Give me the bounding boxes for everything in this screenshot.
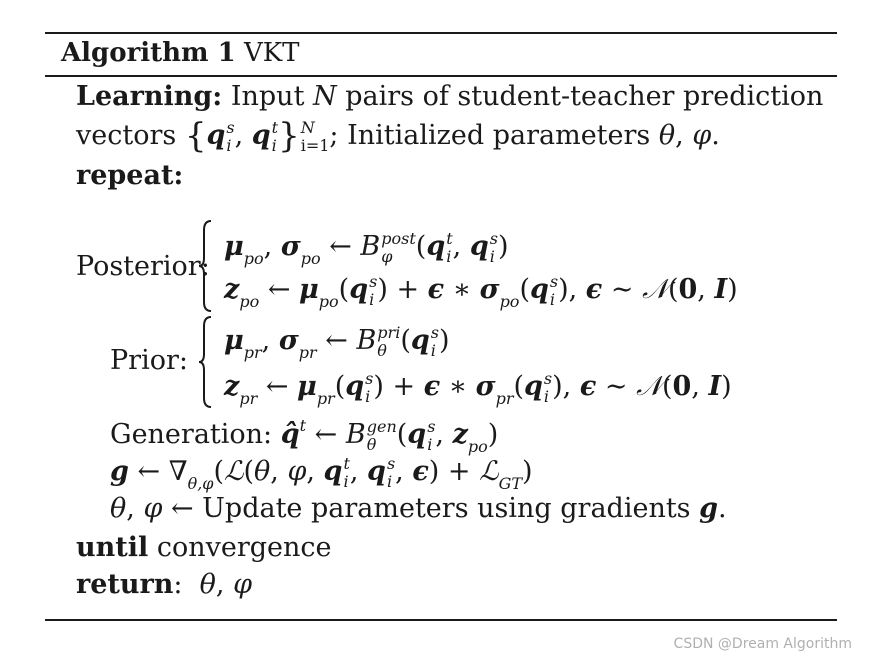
header-rule	[45, 75, 837, 77]
posterior-brace	[198, 220, 212, 312]
algorithm-name: VKT	[243, 38, 300, 68]
algorithm-label: Algorithm 1	[61, 38, 236, 68]
update-line: θ, φ ← Update parameters using gradients g.	[110, 493, 727, 524]
watermark: CSDN @Dream Algorithm	[673, 636, 852, 652]
algorithm-header	[61, 35, 300, 71]
generation-line: Generation: q̂$^t$ ← B gen θ (q s i , $z_{po}$)	[110, 416, 499, 457]
gradient-line: g ← $\nabla_{\theta,\varphi}(ℒ(\theta$, φ, q t i , q s i , ϵ) + ℒ$_{GT}$)	[110, 453, 533, 494]
until-line: until convergence	[76, 532, 332, 563]
repeat-line: repeat:	[76, 160, 184, 191]
posterior-eq-2: $z_{po}$ ← $\mu_{po}(q$ s i ) + ϵ ∗ $\sigma_{po}(q$ s i ), ϵ ∼ 𝒩(0, I)	[224, 271, 738, 312]
return-line: return: θ, φ	[76, 569, 252, 600]
top-rule	[45, 32, 837, 34]
bottom-rule	[45, 619, 837, 621]
prior-brace	[198, 316, 212, 408]
prior-eq-1: $\mu_{pr}$, $\sigma_{pr}$ ← B pri θ (q s i )	[224, 322, 450, 363]
posterior-eq-1: $\mu_{po}$, $\sigma_{po}$ ← B post φ (q t i , q s i )	[224, 228, 509, 269]
posterior-label: Posterior:	[76, 251, 210, 282]
learning-line: Learning: Input N pairs of student-teacher prediction	[76, 81, 824, 112]
vectors-line: vectors {q s i , q t i } N i=1 ; Initialized parameters θ, φ.	[76, 116, 720, 156]
prior-label: Prior:	[110, 345, 188, 376]
prior-eq-2: $z_{pr}$ ← $\mu_{pr}(q$ s i ) + ϵ ∗ $\sigma_{pr}(q$ s i ), ϵ ∼ 𝒩(0, I)	[224, 368, 732, 409]
